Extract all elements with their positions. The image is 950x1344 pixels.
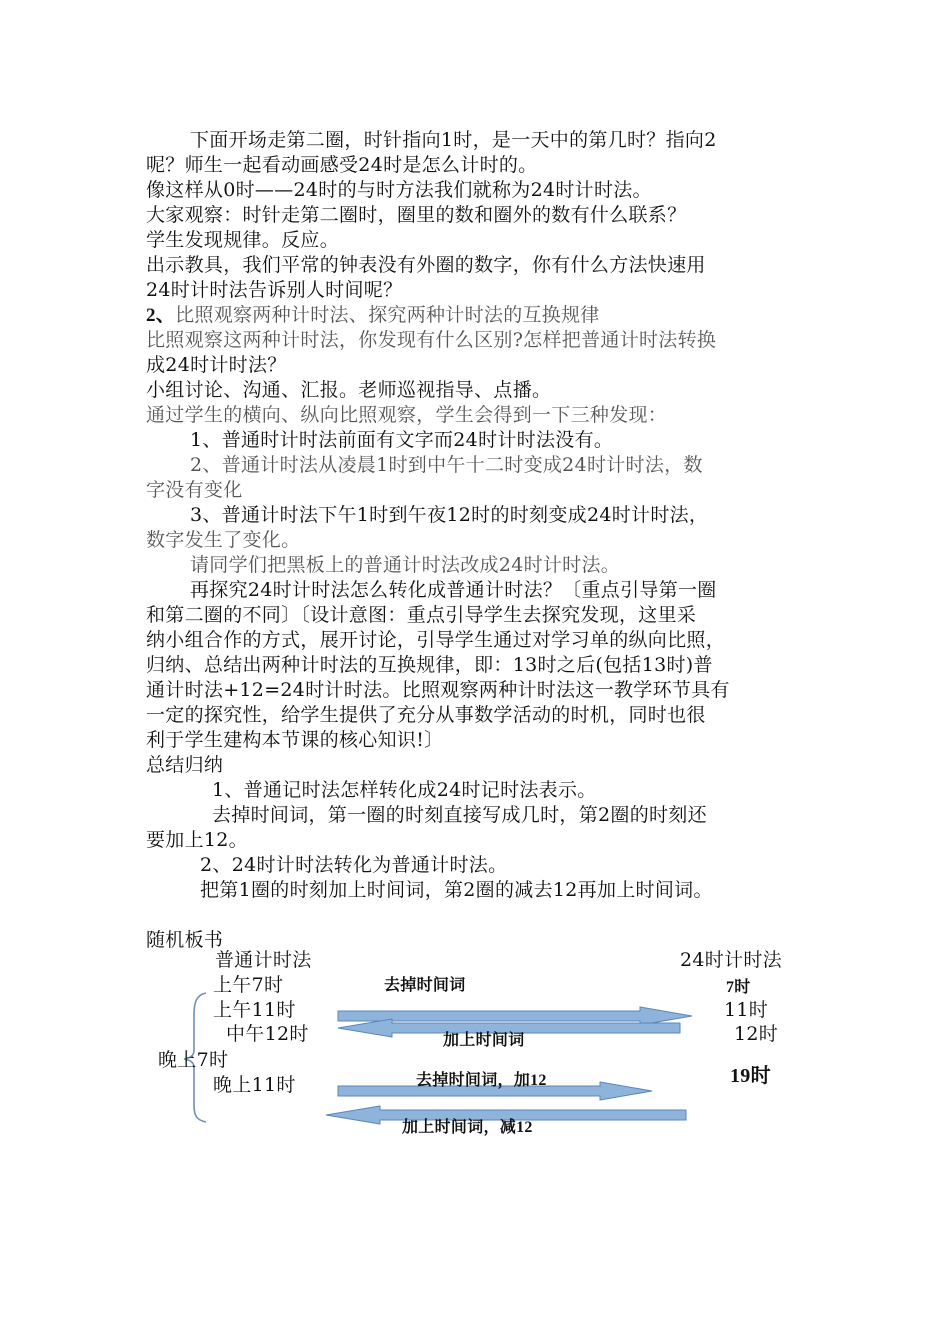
arrow-label: 去掉时间词，加12	[416, 1072, 547, 1089]
paragraph-line: 纳小组合作的方式，展开讨论，引导学生通过对学习单的纵向比照，	[146, 629, 726, 651]
paragraph-line: 利于学生建构本节课的核心知识!〕	[146, 729, 444, 751]
board-right-header: 24时计时法	[680, 949, 782, 971]
board-left-item: 中午12时	[226, 1023, 309, 1045]
paragraph-line: 通过学生的横向、纵向比照观察，学生会得到一下三种发现：	[146, 404, 668, 426]
paragraph-line: 数字发生了变化。	[146, 529, 301, 551]
paragraph-line: 2、普通计时法从凌晨1时到中午十二时变成24时计时法，数	[190, 454, 703, 476]
paragraph-line: 请同学们把黑板上的普通计时法改成24时计时法。	[190, 554, 621, 576]
arrow-label: 加上时间词	[443, 1032, 525, 1049]
paragraph-line: 通计时法+12=24时计时法。比照观察两种计时法这一教学环节具有	[146, 679, 730, 701]
board-left-item: 上午7时	[213, 974, 284, 996]
paragraph-line: 大家观察：时针走第二圈时，圈里的数和圈外的数有什么联系？	[146, 204, 687, 226]
board-right-item: 7时	[726, 979, 751, 996]
board-left-item: 上午11时	[213, 999, 296, 1021]
paragraph-line: 出示教具，我们平常的钟表没有外圈的数字，你有什么方法快速用	[146, 254, 706, 276]
paragraph-line: 把第1圈的时刻加上时间词，第2圈的减去12再加上时间词。	[200, 879, 713, 901]
paragraph-line: 归纳、总结出两种计时法的互换规律，即：13时之后(包括13时)普	[146, 654, 713, 676]
paragraph-line: 2、24时计时法转化为普通计时法。	[200, 854, 508, 876]
section-title: 比照观察两种计时法、探究两种计时法的互换规律	[175, 304, 600, 326]
arrow-label: 去掉时间词	[384, 977, 466, 994]
paragraph-line: 1、普通记时法怎样转化成24时记时法表示。	[212, 779, 597, 801]
paragraph-line: 3、普通计时法下午1时到午夜12时的时刻变成24时计时法，	[190, 504, 709, 526]
paragraph-line: 比照观察这两种计时法，你发现有什么区别?怎样把普通计时法转换	[146, 329, 717, 351]
board-heading: 随机板书	[146, 929, 224, 951]
board-left-header: 普通计时法	[215, 949, 312, 971]
board-right-item: 19时	[730, 1065, 771, 1087]
board-right-item: 11时	[724, 999, 769, 1021]
paragraph-line: 去掉时间词，第一圈的时刻直接写成几时，第2圈的时刻还	[212, 804, 707, 826]
paragraph-line: 成24时计时法？	[146, 354, 287, 376]
paragraph-line: 小组讨论、沟通、汇报。老师巡视指导、点播。	[146, 379, 552, 401]
arrow-label: 加上时间词，减12	[402, 1119, 533, 1136]
paragraph-line: 要加上12。	[146, 829, 248, 851]
paragraph-line: 下面开场走第二圈，时针指向1时，是一天中的第几时？指向2	[190, 129, 717, 151]
paragraph-line: 像这样从0时——24时的与时方法我们就称为24时计时法。	[146, 179, 652, 201]
paragraph-line: 一定的探究性，给学生提供了充分从事数学活动的时机，同时也很	[146, 704, 706, 726]
paragraph-line: 学生发现规律。反应。	[146, 229, 340, 251]
paragraph-line: 和第二圈的不同〕〔设计意图：重点引导学生去探究发现，这里采	[146, 604, 697, 626]
paragraph-line: 再探究24时计时法怎么转化成普通计时法？〔重点引导第一圈	[190, 579, 717, 601]
board-left-item: 晚上7时	[158, 1049, 229, 1071]
paragraph-line: 1、普通时计时法前面有文字而24时计时法没有。	[190, 429, 614, 451]
summary-heading: 总结归纳	[146, 754, 224, 776]
section-number: 2、	[146, 305, 176, 326]
paragraph-line: 呢？师生一起看动画感受24时是怎么计时的。	[146, 154, 538, 176]
paragraph-line: 字没有变化	[146, 479, 243, 501]
board-left-item: 晚上11时	[213, 1074, 296, 1096]
board-right-item: 12时	[734, 1023, 779, 1045]
paragraph-line: 24时计时法告诉别人时间呢？	[146, 279, 403, 301]
